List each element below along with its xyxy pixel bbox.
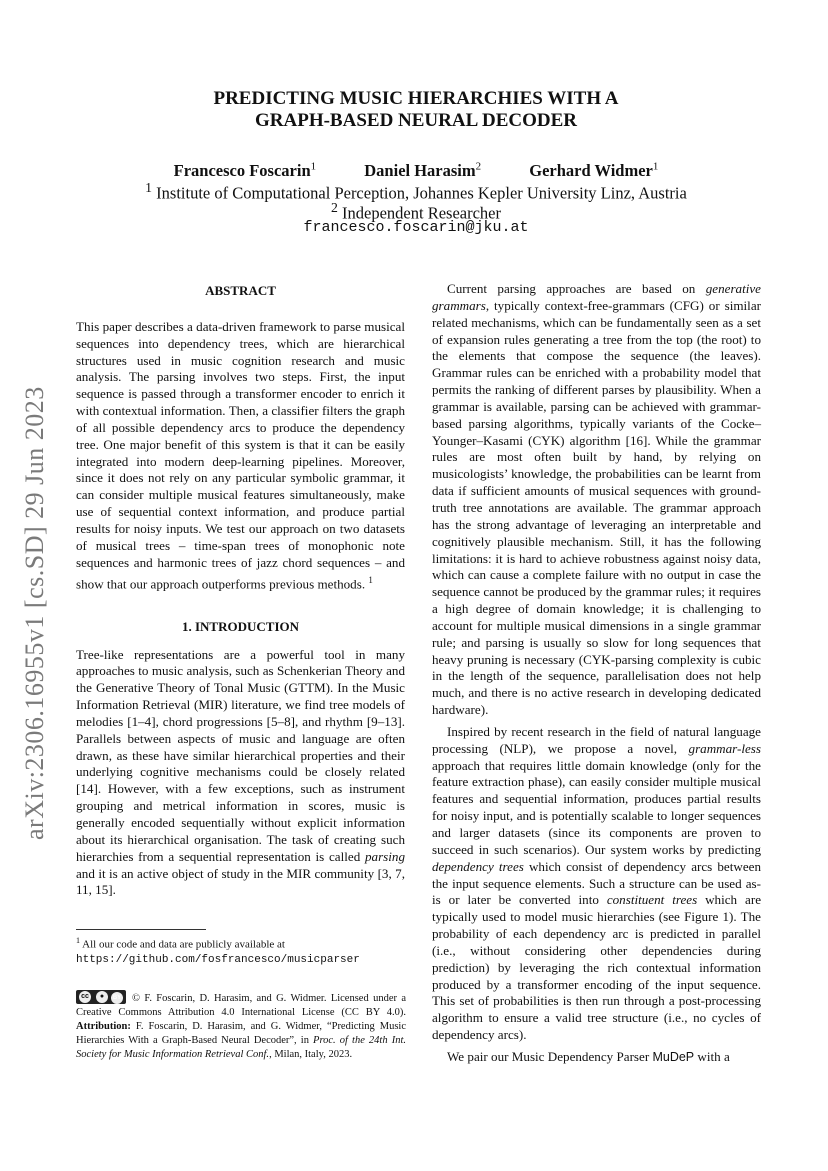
attribution-label: Attribution: xyxy=(76,1021,131,1032)
affiliation-sup: 1 xyxy=(145,180,153,195)
emphasis: grammar-less xyxy=(688,740,761,756)
text-run: , typically context-free-grammars (CFG) or similar related mechanisms, which can be fundamentally seen as a set of expansion rules generating a tree from the top (the root) to the elements that compose the sequence (the leaves). Grammar rules can be enriched with a probability model that permits the ranking of different parses by plausibility. When a grammar is available, parsing can be achieved with grammar-based parsing algorithms, typically variants of the Cocke–Younger–Kasami (CYK) algorithm [16]. While the grammar rules are most often built by hand, by relying on musicologists’ knowledge, the probabilities can be learnt from data if sufficient amounts of musical sequences with ground-truth tree annotations are available. The grammar approach has the strong advantage of leveraging an interpretable and cognitively plausible mechanism. Still, it has the following limitations: it is hard to achieve robustness against noisy data, which can cause a complete failure with no output in case the sequence cannot be produced by the grammar rules; it requires a high degree of domain knowledge; it is challenging to account for multiple musical dimensions in a single grammar rule; and parsing is usually so slow for long sequences that heavy pruning is necessary (CYK-parsing complexity is cubic in the length of the sequence, parallelisation does not help much, and there is no active research in developing dedicated hardware). xyxy=(432,297,761,718)
attribution-end: , Milan, Italy, 2023. xyxy=(269,1049,353,1060)
author-3 xyxy=(529,161,658,180)
text-run: with a xyxy=(694,1048,730,1064)
text-run: approach that requires little domain knowledge (only for the feature extraction phase), can easily consider multiple musical features and sequential information, produces partial results for noisy input, and is potentially scalable to longer sequences and larger datasets (since its components are proven to succeed in such scenarios). Our system works by predicting xyxy=(432,757,761,857)
system-name: MuDeP xyxy=(652,1049,695,1064)
emphasis: constituent trees xyxy=(606,892,698,908)
text-run: and it is an active object of study in the MIR community [3, 7, 11, 15]. xyxy=(76,865,405,898)
paragraph-proposed-approach xyxy=(432,724,761,1044)
author-list xyxy=(90,160,742,181)
emphasis: generative grammars xyxy=(432,281,761,313)
title-line-2: GRAPH-BASED NEURAL DECODER xyxy=(255,110,577,131)
paragraph-parsing-approaches xyxy=(432,281,761,719)
author-sup: 1 xyxy=(310,160,317,172)
author-email: francesco.foscarin@jku.at xyxy=(303,219,529,236)
text-run: which are typically used to model music hierarchies (see Figure 1). The probability of each dependency arc is predicted in parallel (i.e., without considering other dependencies during prediction) by leveraging the rich contextual information produced by a transformer encoding of the input sequence. This set of probabilities is then run through a post-processing algorithm to ensure a valid tree structure (i.e., no cycles of dependency arcs). xyxy=(432,892,762,1043)
abstract-text: This paper describes a data-driven framework to parse musical sequences into dependency trees, which are hierarchical structures used in music cognition research and music analysis. The parsing involves two steps. First, the input sequence is passed through a transformer encoder to enrich it with contextual information. Then, a classifier filters the graph of all possible dependency arcs to produce the dependency tree. One major benefit of this system is that it can be easily integrated into modern deep-learning pipelines. Moreover, since it does not rely on any particular symbolic grammar, it can consider multiple musical features simultaneously, make use of sequential context information, and produce partial results for noisy inputs. We test our approach on two datasets of musical trees – time-span trees of monophonic note sequences and harmonic trees of jazz chord sequences – and show that our approach outperforms previous methods. xyxy=(76,318,405,591)
proceedings-name: Proc. of the 24th Int. Society for Music Information Retrieval Conf. xyxy=(76,1035,406,1060)
footnote-divider xyxy=(76,929,206,930)
by-label: BY xyxy=(111,992,123,1004)
author-name: Francesco Foscarin xyxy=(173,160,311,180)
text-run: Inspired by recent research in the field of natural language processing (NLP), we propose a novel, xyxy=(432,723,761,756)
text-run: which consist of dependency arcs between the input sequence elements. Such a structure can be used as-is or later be converted into xyxy=(432,858,761,908)
paper-title xyxy=(90,88,742,132)
footnote-mark: 1 xyxy=(76,936,80,945)
license-text: © F. Foscarin, D. Harasim, and G. Widmer. Licensed under a Creative Commons Attribution 4.0 International License (CC BY 4.0). xyxy=(76,993,406,1018)
license-block xyxy=(76,990,406,1062)
attribution-text: F. Foscarin, D. Harasim, and G. Widmer, “Predicting Music Hierarchies With a Graph-Based Neural Decoder”, in xyxy=(76,1021,406,1046)
text-run: We pair our Music Dependency Parser xyxy=(447,1048,653,1064)
affiliation-text: Institute of Computational Perception, Johannes Kepler University Linz, Austria xyxy=(156,183,687,203)
emphasis: dependency trees xyxy=(432,858,524,874)
author-sup: 2 xyxy=(475,160,482,172)
cc-by-badge-icon xyxy=(76,990,126,1004)
introduction-heading: 1. INTRODUCTION xyxy=(181,618,299,634)
intro-paragraph xyxy=(76,647,405,900)
author-1 xyxy=(174,161,317,180)
abstract-heading: ABSTRACT xyxy=(205,283,276,298)
text-run: Tree-like representations are a powerful tool in many approaches to music analysis, such as Schenkerian Theory and the Generative Theory of Tonal Music (GTTM). In the Music Information Retrieval (MIR) literature, we find tree models of melodies [1–4], chord progressions [5–8], and rhythm [9–13]. Parallels between aspects of music and language are often drawn, as these have similar hierarchical properties and their underlying cognitive mechanisms could be closely related [14]. However, with a few exceptions, such as instrument grouping and metrical information in scores, music is generally encoded sequentially without explicit information about its hierarchical organisation. The task of creating such hierarchies from a sequential representation is called xyxy=(76,646,405,864)
author-name: Gerhard Widmer xyxy=(529,160,653,180)
author-sup: 1 xyxy=(652,160,659,172)
right-column xyxy=(432,281,761,1066)
paragraph-mudep xyxy=(432,1049,761,1066)
emphasis: parsing xyxy=(364,848,405,864)
footnote-text: All our code and data are publicly available at xyxy=(82,938,285,951)
affiliation-text: Independent Researcher xyxy=(342,203,501,223)
footnote-marker: 1 xyxy=(368,574,373,585)
cc-icon: cc xyxy=(79,991,91,1003)
title-line-1: PREDICTING MUSIC HIERARCHIES WITH A xyxy=(213,88,619,109)
person-icon: ● xyxy=(96,991,108,1003)
footnote-link[interactable]: https://github.com/fosfrancesco/musicparser xyxy=(76,953,360,966)
text-run: Current parsing approaches are based on xyxy=(447,281,706,296)
left-column xyxy=(76,283,405,899)
footnote xyxy=(76,934,406,967)
arxiv-identifier: arXiv:2306.16955v1 [cs.SD] 29 Jun 2023 xyxy=(20,386,49,840)
affiliation-sup: 2 xyxy=(331,200,338,215)
author-2 xyxy=(364,161,481,180)
abstract-body xyxy=(76,319,405,593)
author-name: Daniel Harasim xyxy=(364,160,476,180)
